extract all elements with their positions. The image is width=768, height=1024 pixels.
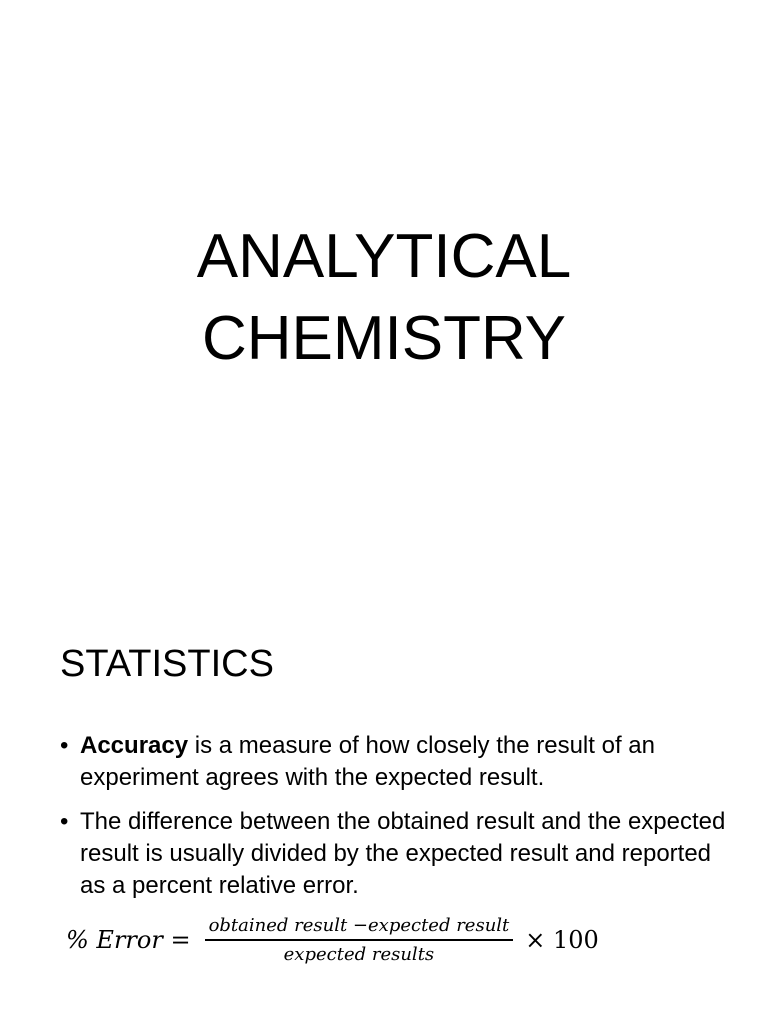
bullet-bold-term: Accuracy xyxy=(80,732,189,759)
bullet-text: is a measure of how closely the result of an experiment agrees with the expected result. xyxy=(80,732,655,791)
bullet-icon: • xyxy=(60,732,69,759)
slide-title xyxy=(0,216,768,380)
formula-numerator: obtained result −expected result xyxy=(208,915,510,937)
statistics-slide xyxy=(0,576,768,1024)
title-line-1: ANALYTICAL xyxy=(196,222,572,291)
bullet-icon: • xyxy=(60,808,69,835)
bullet-text: The difference between the obtained result and the expected result is usually divided by the expected result and reported as a percent relative error. xyxy=(80,808,726,899)
bullet-item-accuracy xyxy=(60,730,730,794)
formula-lhs: % Error = xyxy=(66,926,191,954)
title-line-2: CHEMISTRY xyxy=(201,304,566,373)
formula-denominator: expected results xyxy=(283,943,435,965)
slide-heading: STATISTICS xyxy=(60,643,274,685)
bullet-list xyxy=(60,730,730,914)
formula-rhs: × 100 xyxy=(525,926,599,954)
bullet-item-difference xyxy=(60,806,730,902)
formula-fraction xyxy=(205,915,514,965)
percent-error-formula xyxy=(66,910,599,970)
